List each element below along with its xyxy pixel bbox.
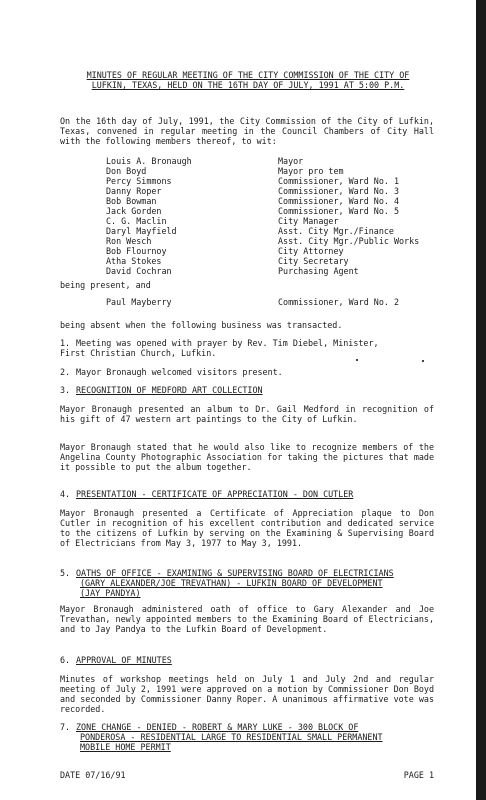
being-absent-text: being absent when the following business was transacted. — [60, 320, 343, 330]
agenda-item-1 — [60, 338, 434, 358]
roster-row — [106, 246, 426, 256]
roster-name: Louis A. Bronaugh — [106, 156, 192, 166]
roster-title: Commissioner, Ward No. 4 — [278, 196, 400, 206]
roster-row — [106, 196, 426, 206]
footer-page-number: PAGE 1 — [403, 770, 434, 780]
agenda-item-3 — [60, 385, 434, 395]
roster-name: David Cochran — [106, 266, 172, 276]
roster-title: Mayor pro tem — [278, 166, 344, 176]
roster-row — [106, 186, 426, 196]
roster-row — [106, 256, 426, 266]
roster-title: Asst. City Mgr./Public Works — [278, 236, 420, 246]
roster-name: Daryl Mayfield — [106, 226, 177, 236]
roster-name: Bob Flournoy — [106, 246, 167, 256]
scan-edge-bar — [476, 0, 486, 800]
item-heading-line-3: MOBILE HOME PERMIT — [80, 742, 171, 752]
item-number: 5. — [60, 568, 71, 578]
attendee-roster — [106, 156, 426, 276]
roster-name: Atha Stokes — [106, 256, 162, 266]
roster-name: Bob Bowman — [106, 196, 157, 206]
item-number: 6. — [60, 655, 71, 665]
roster-title: Commissioner, Ward No. 3 — [278, 186, 400, 196]
absent-member-title: Commissioner, Ward No. 2 — [278, 297, 400, 307]
roster-title: City Manager — [278, 216, 339, 226]
roster-row — [106, 206, 426, 216]
roster-row — [106, 216, 426, 226]
item-heading: APPROVAL OF MINUTES — [76, 655, 172, 665]
item-heading: RECOGNITION OF MEDFORD ART COLLECTION — [76, 385, 263, 395]
item-number: 2. — [60, 367, 71, 377]
item-number: 7. — [60, 722, 71, 732]
item-heading-line-2: PONDEROSA - RESIDENTIAL LARGE TO RESIDENTIAL SMALL PERMANENT — [80, 732, 383, 742]
agenda-item-2 — [60, 367, 434, 377]
roster-name: Don Boyd — [106, 166, 147, 176]
roster-title: Purchasing Agent — [278, 266, 359, 276]
item-number: 1. — [60, 338, 71, 348]
roster-name: Danny Roper — [106, 186, 162, 196]
roster-row — [106, 176, 426, 186]
item-4-paragraph: Mayor Bronaugh presented a Certificate of Appreciation plaque to Don Cutler in recognition of his excellent contribution and dedicated service to the citizens of Lufkin by serving on the Examining & Supervising Board of Electricians from May 3, 1977 to May 3, 1991. — [60, 508, 434, 548]
intro-paragraph: On the 16th day of July, 1991, the City Commission of the City of Lufkin, Texas, convened in regular meeting in the Council Chambers of City Hall with the following members thereof, to wit: — [60, 116, 434, 146]
roster-name: C. G. Maclin — [106, 216, 167, 226]
item-number: 4. — [60, 489, 71, 499]
item-text-continued: First Christian Church, Lufkin. — [60, 348, 217, 358]
roster-title: Commissioner, Ward No. 1 — [278, 176, 400, 186]
agenda-item-7 — [60, 722, 434, 752]
roster-name: Jack Gorden — [106, 206, 162, 216]
item-5-paragraph: Mayor Bronaugh administered oath of office to Gary Alexander and Joe Trevathan, newly appointed members to the Examining Board of Electricians, and to Jay Pandya to the Lufkin Board of Development. — [60, 604, 434, 634]
item-6-paragraph: Minutes of workshop meetings held on July 1 and July 2nd and regular meeting of July 2, 1991 were approved on a motion by Commissioner Don Boyd and seconded by Commissioner Danny Roper. A unanimous affirmative vote was recorded. — [60, 674, 434, 714]
scan-speck — [422, 360, 424, 362]
absent-member-name: Paul Mayberry — [106, 297, 172, 307]
title-line-1: MINUTES OF REGULAR MEETING OF THE CITY COMMISSION OF THE CITY OF — [86, 70, 410, 80]
item-heading-line-1: OATHS OF OFFICE - EXAMINING & SUPERVISING BOARD OF ELECTRICIANS — [76, 568, 394, 578]
item-heading-line-3: (JAY PANDYA) — [80, 588, 141, 598]
roster-name: Ron Wesch — [106, 236, 152, 246]
item-heading-line-1: ZONE CHANGE - DENIED - ROBERT & MARY LUKE - 300 BLOCK OF — [76, 722, 359, 732]
roster-title: Commissioner, Ward No. 5 — [278, 206, 400, 216]
agenda-item-4 — [60, 489, 434, 499]
roster-row — [106, 166, 426, 176]
item-text: Mayor Bronaugh welcomed visitors present. — [76, 367, 283, 377]
agenda-item-6 — [60, 655, 434, 665]
roster-title: Mayor — [278, 156, 304, 166]
item-heading: PRESENTATION - CERTIFICATE OF APPRECIATION - DON CUTLER — [76, 489, 354, 499]
roster-title: City Secretary — [278, 256, 349, 266]
agenda-item-5 — [60, 568, 434, 598]
roster-row — [106, 226, 426, 236]
roster-title: Asst. City Mgr./Finance — [278, 226, 394, 236]
roster-row — [106, 156, 426, 166]
footer-date: DATE 07/16/91 — [60, 770, 126, 780]
item-heading-line-2: (GARY ALEXANDER/JOE TREVATHAN) - LUFKIN BOARD OF DEVELOPMENT — [80, 578, 383, 588]
item-number: 3. — [60, 385, 71, 395]
scan-speck — [356, 359, 358, 361]
title-line-2: LUFKIN, TEXAS, HELD ON THE 16TH DAY OF JULY, 1991 AT 5:00 P.M. — [91, 80, 405, 90]
roster-name: Percy Simmons — [106, 176, 172, 186]
roster-title: City Attorney — [278, 246, 344, 256]
being-present-text: being present, and — [60, 280, 151, 290]
item-3-paragraph-a: Mayor Bronaugh presented an album to Dr. Gail Medford in recognition of his gift of 47 western art paintings to the City of Lufkin. — [60, 404, 434, 424]
absent-member-row — [106, 297, 426, 307]
document-title — [58, 70, 438, 90]
roster-row — [106, 266, 426, 276]
roster-row — [106, 236, 426, 246]
item-text: Meeting was opened with prayer by Rev. Tim Diebel, Minister, — [76, 338, 379, 348]
item-3-paragraph-b: Mayor Bronaugh stated that he would also like to recognize members of the Angelina County Photographic Association for taking the pictures that made it possible to put the album together. — [60, 442, 434, 472]
